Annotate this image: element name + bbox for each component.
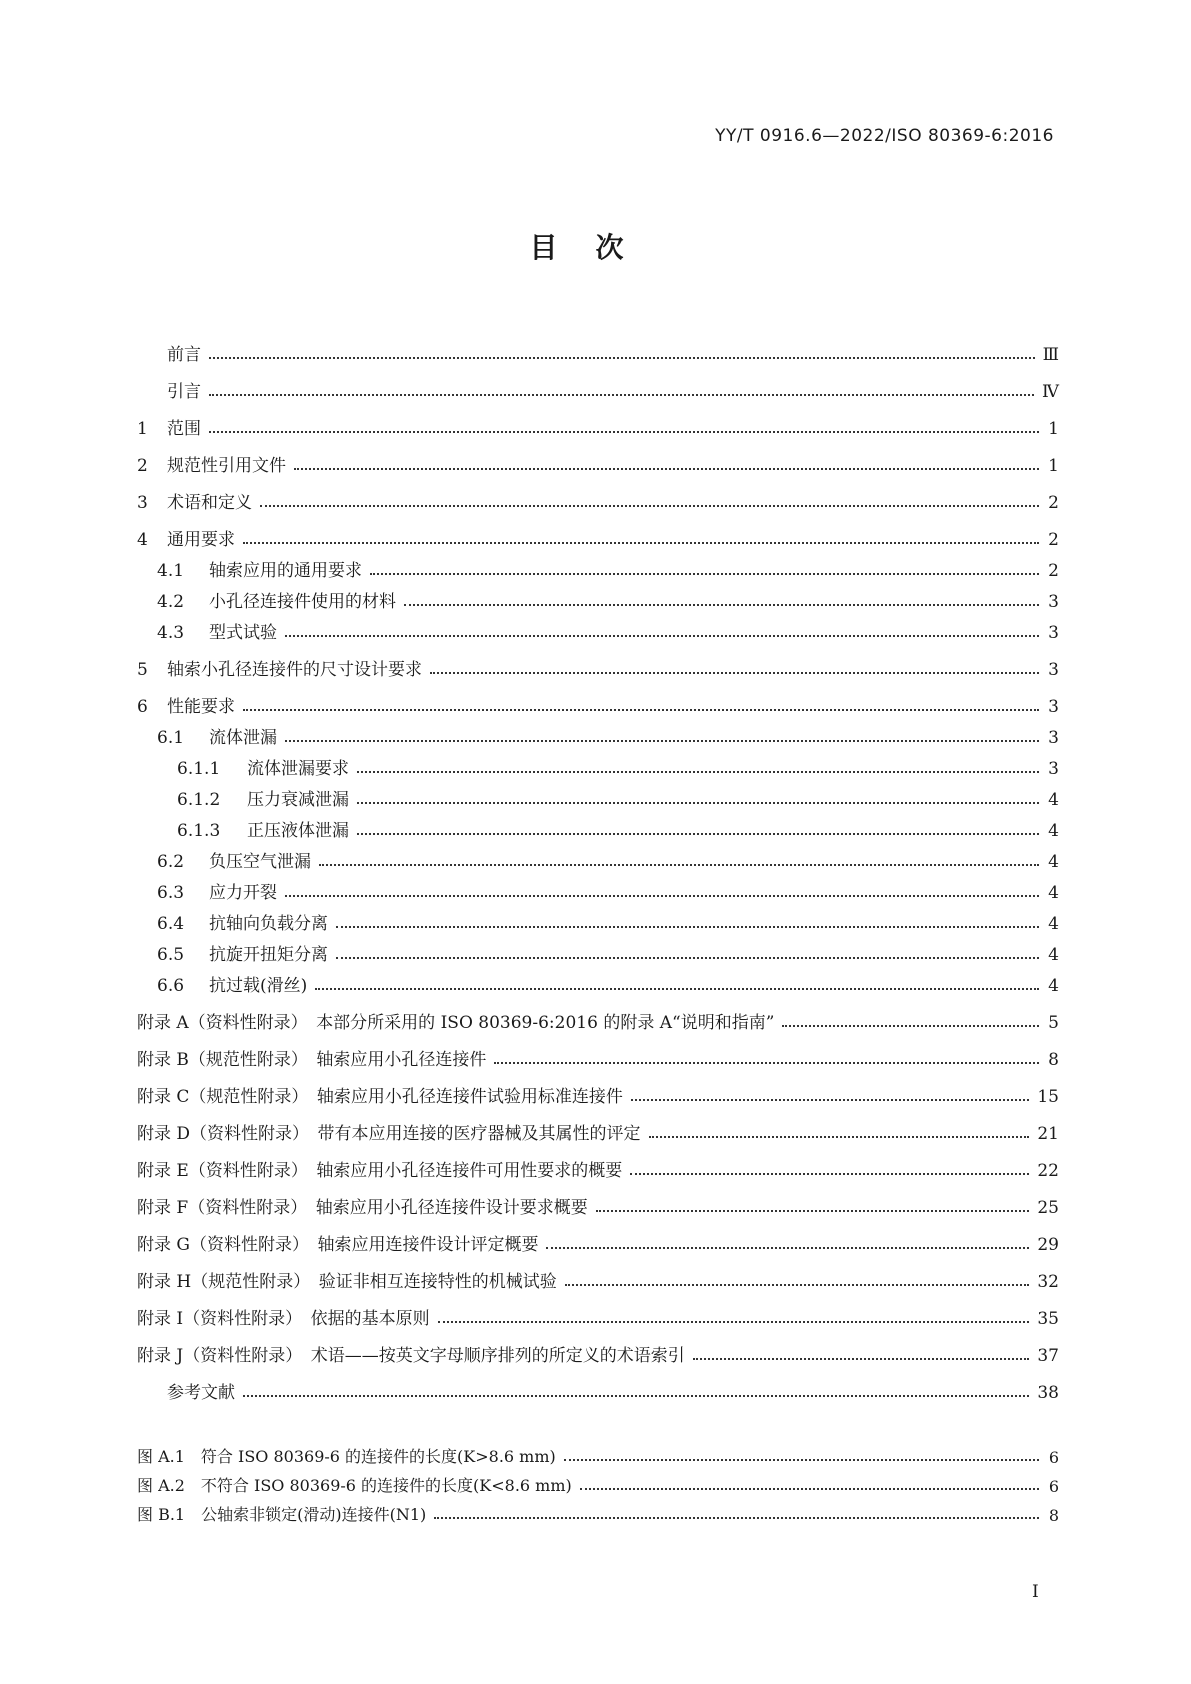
toc-entry-label: 应力开裂 xyxy=(209,883,277,903)
toc-entry-number: 2 xyxy=(137,456,148,476)
figure-list xyxy=(137,1438,1059,1525)
toc-entry[interactable] xyxy=(137,365,1059,402)
toc-entry-number: 5 xyxy=(137,660,148,680)
toc-entry-label: 附录 E（资料性附录） 轴索应用小孔径连接件可用性要求的概要 xyxy=(137,1161,623,1181)
toc-entry-label: 前言 xyxy=(167,345,201,365)
toc-entry-page: 3 xyxy=(1048,728,1059,748)
figure-entry[interactable] xyxy=(137,1496,1059,1525)
toc-entry[interactable] xyxy=(137,903,1059,934)
toc-entry-page: 4 xyxy=(1048,914,1059,934)
toc-entry-number: 6.1 xyxy=(157,728,185,748)
toc-entry-page: 3 xyxy=(1048,759,1059,779)
toc-entry[interactable] xyxy=(137,1144,1059,1181)
toc-entry[interactable] xyxy=(137,1218,1059,1255)
toc-entry-page: 4 xyxy=(1048,945,1059,965)
toc-entry-label: 型式试验 xyxy=(209,623,277,643)
toc-entry[interactable] xyxy=(137,934,1059,965)
toc-entry-number: 6.1.3 xyxy=(177,821,221,841)
toc-entry[interactable] xyxy=(137,439,1059,476)
toc-entry-page: 8 xyxy=(1048,1050,1059,1070)
dot-leader xyxy=(209,356,1035,359)
toc-entry-number: 6.2 xyxy=(157,852,185,872)
dot-leader xyxy=(434,1516,1039,1519)
dot-leader xyxy=(315,987,1039,990)
toc-entry-label: 附录 C（规范性附录） 轴索应用小孔径连接件试验用标准连接件 xyxy=(137,1087,623,1107)
toc-entry-page: 4 xyxy=(1048,883,1059,903)
toc-entry[interactable] xyxy=(137,680,1059,717)
dot-leader xyxy=(404,603,1039,606)
toc-entry-label: 附录 B（规范性附录） 轴索应用小孔径连接件 xyxy=(137,1050,487,1070)
toc-entry[interactable] xyxy=(137,748,1059,779)
toc-entry-page: 22 xyxy=(1037,1161,1059,1181)
toc-entry-number: 6.1.2 xyxy=(177,790,221,810)
toc-entry-number: 4.1 xyxy=(157,561,185,581)
toc-entry-number: 4.2 xyxy=(157,592,185,612)
dot-leader xyxy=(693,1357,1030,1360)
toc-entry-number: 6.4 xyxy=(157,914,185,934)
toc-entry[interactable] xyxy=(137,717,1059,748)
toc-entry[interactable] xyxy=(137,1292,1059,1329)
dot-leader xyxy=(285,634,1039,637)
dot-leader xyxy=(438,1320,1030,1323)
dot-leader xyxy=(580,1487,1039,1490)
toc-entry[interactable] xyxy=(137,1181,1059,1218)
toc-entry[interactable] xyxy=(137,841,1059,872)
toc-entry-label: 正压液体泄漏 xyxy=(247,821,349,841)
toc-entry-page: 32 xyxy=(1037,1272,1059,1292)
toc-entry[interactable] xyxy=(137,996,1059,1033)
toc-entry-label: 小孔径连接件使用的材料 xyxy=(209,592,396,612)
toc-entry-number: 4.3 xyxy=(157,623,185,643)
toc-entry[interactable] xyxy=(137,550,1059,581)
toc-entry-page: 5 xyxy=(1048,1013,1059,1033)
toc-entry-label: 轴索应用的通用要求 xyxy=(209,561,362,581)
toc-entry-label: 流体泄漏 xyxy=(209,728,277,748)
figure-entry-label: 图 A.2 不符合 ISO 80369-6 的连接件的长度(K<8.6 mm) xyxy=(137,1476,572,1495)
toc-entry-page: 29 xyxy=(1037,1235,1059,1255)
toc-entry[interactable] xyxy=(137,872,1059,903)
toc-entry-label: 范围 xyxy=(167,419,201,439)
toc-entry-label: 附录 D（资料性附录） 带有本应用连接的医疗器械及其属性的评定 xyxy=(137,1124,641,1144)
dot-leader xyxy=(630,1172,1029,1175)
toc-entry-number: 6.5 xyxy=(157,945,185,965)
dot-leader xyxy=(430,671,1039,674)
table-of-contents xyxy=(137,328,1059,1403)
toc-entry-page: 2 xyxy=(1048,561,1059,581)
toc-entry-label: 负压空气泄漏 xyxy=(209,852,311,872)
dot-leader xyxy=(243,708,1039,711)
standard-code-header: YY/T 0916.6—2022/ISO 80369-6:2016 xyxy=(715,126,1054,146)
toc-entry-page: 4 xyxy=(1048,852,1059,872)
figure-entry-page: 6 xyxy=(1048,1477,1059,1496)
toc-entry-page: 3 xyxy=(1048,697,1059,717)
toc-entry-number: 6 xyxy=(137,697,148,717)
dot-leader xyxy=(209,393,1034,396)
toc-entry[interactable] xyxy=(137,643,1059,680)
toc-entry-label: 轴索小孔径连接件的尺寸设计要求 xyxy=(167,660,422,680)
toc-entry-label: 附录 H（规范性附录） 验证非相互连接特性的机械试验 xyxy=(137,1272,557,1292)
toc-entry-page: 25 xyxy=(1037,1198,1059,1218)
dot-leader xyxy=(209,430,1039,433)
toc-entry[interactable] xyxy=(137,965,1059,996)
toc-entry-page: 2 xyxy=(1048,530,1059,550)
toc-entry-page: 3 xyxy=(1048,623,1059,643)
dot-leader xyxy=(243,1394,1029,1397)
toc-entry-page: 15 xyxy=(1037,1087,1059,1107)
dot-leader xyxy=(319,863,1039,866)
dot-leader xyxy=(494,1061,1039,1064)
toc-entry-page: 3 xyxy=(1048,660,1059,680)
toc-entry[interactable] xyxy=(137,513,1059,550)
figure-entry[interactable] xyxy=(137,1438,1059,1467)
toc-entry-label: 附录 I（资料性附录） 依据的基本原则 xyxy=(137,1309,430,1329)
dot-leader xyxy=(564,1458,1039,1461)
toc-entry[interactable] xyxy=(137,1070,1059,1107)
toc-entry-label: 附录 A（资料性附录） 本部分所采用的 ISO 80369-6:2016 的附录 A“说明和指南” xyxy=(137,1013,775,1033)
page-number: I xyxy=(1032,1582,1039,1602)
toc-entry-label: 术语和定义 xyxy=(167,493,252,513)
toc-entry-label: 压力衰减泄漏 xyxy=(247,790,349,810)
toc-entry-number: 6.1.1 xyxy=(177,759,221,779)
page-title: 目次 xyxy=(529,231,662,264)
toc-entry[interactable] xyxy=(137,1255,1059,1292)
toc-entry-page: 21 xyxy=(1037,1124,1059,1144)
toc-entry-page: 38 xyxy=(1037,1383,1059,1403)
toc-entry-page: 4 xyxy=(1048,976,1059,996)
toc-entry-page: 1 xyxy=(1048,419,1059,439)
toc-entry[interactable] xyxy=(137,581,1059,612)
dot-leader xyxy=(357,801,1039,804)
toc-entry[interactable] xyxy=(137,810,1059,841)
figure-entry-page: 6 xyxy=(1048,1448,1059,1467)
toc-entry[interactable] xyxy=(137,1107,1059,1144)
toc-entry-page: Ⅲ xyxy=(1042,345,1059,365)
toc-entry[interactable] xyxy=(137,779,1059,810)
toc-entry-page: 4 xyxy=(1048,821,1059,841)
toc-entry-page: 37 xyxy=(1037,1346,1059,1366)
toc-entry-label: 通用要求 xyxy=(167,530,235,550)
toc-entry-page: 1 xyxy=(1048,456,1059,476)
toc-entry-label: 附录 J（资料性附录） 术语——按英文字母顺序排列的所定义的术语索引 xyxy=(137,1346,685,1366)
dot-leader xyxy=(782,1024,1039,1027)
toc-entry-number: 6.6 xyxy=(157,976,185,996)
dot-leader xyxy=(565,1283,1030,1286)
dot-leader xyxy=(546,1246,1029,1249)
toc-entry[interactable] xyxy=(137,612,1059,643)
figure-entry-label: 图 A.1 符合 ISO 80369-6 的连接件的长度(K>8.6 mm) xyxy=(137,1447,556,1466)
toc-entry[interactable] xyxy=(137,476,1059,513)
toc-entry-number: 4 xyxy=(137,530,148,550)
dot-leader xyxy=(357,832,1039,835)
toc-entry-label: 附录 G（资料性附录） 轴索应用连接件设计评定概要 xyxy=(137,1235,539,1255)
toc-entry-label: 性能要求 xyxy=(167,697,235,717)
toc-entry-page: Ⅳ xyxy=(1042,382,1059,402)
toc-entry-number: 6.3 xyxy=(157,883,185,903)
dot-leader xyxy=(631,1098,1029,1101)
dot-leader xyxy=(294,467,1039,470)
toc-entry[interactable] xyxy=(137,1033,1059,1070)
toc-entry[interactable] xyxy=(137,1329,1059,1366)
dot-leader xyxy=(285,894,1039,897)
toc-entry-label: 规范性引用文件 xyxy=(167,456,286,476)
toc-entry-page: 3 xyxy=(1048,592,1059,612)
toc-entry[interactable] xyxy=(137,402,1059,439)
toc-entry-label: 抗过载(滑丝) xyxy=(209,976,308,996)
dot-leader xyxy=(370,572,1039,575)
toc-entry-page: 4 xyxy=(1048,790,1059,810)
figure-entry-label: 图 B.1 公轴索非锁定(滑动)连接件(N1) xyxy=(137,1505,427,1524)
toc-entry-label: 抗旋开扭矩分离 xyxy=(209,945,328,965)
figure-entry[interactable] xyxy=(137,1467,1059,1496)
toc-entry-page: 2 xyxy=(1048,493,1059,513)
figure-entry-page: 8 xyxy=(1048,1506,1059,1525)
toc-entry-label: 参考文献 xyxy=(167,1383,235,1403)
toc-entry-label: 附录 F（资料性附录） 轴索应用小孔径连接件设计要求概要 xyxy=(137,1198,588,1218)
dot-leader xyxy=(336,925,1039,928)
dot-leader xyxy=(649,1135,1030,1138)
dot-leader xyxy=(596,1209,1030,1212)
toc-entry[interactable] xyxy=(137,328,1059,365)
dot-leader xyxy=(243,541,1039,544)
toc-entry-number: 1 xyxy=(137,419,148,439)
dot-leader xyxy=(357,770,1039,773)
dot-leader xyxy=(336,956,1039,959)
toc-entry-label: 引言 xyxy=(167,382,201,402)
dot-leader xyxy=(260,504,1039,507)
toc-entry-label: 抗轴向负载分离 xyxy=(209,914,328,934)
toc-entry-page: 35 xyxy=(1037,1309,1059,1329)
dot-leader xyxy=(285,739,1039,742)
toc-entry-number: 3 xyxy=(137,493,148,513)
toc-entry[interactable] xyxy=(137,1366,1059,1403)
toc-entry-label: 流体泄漏要求 xyxy=(247,759,349,779)
